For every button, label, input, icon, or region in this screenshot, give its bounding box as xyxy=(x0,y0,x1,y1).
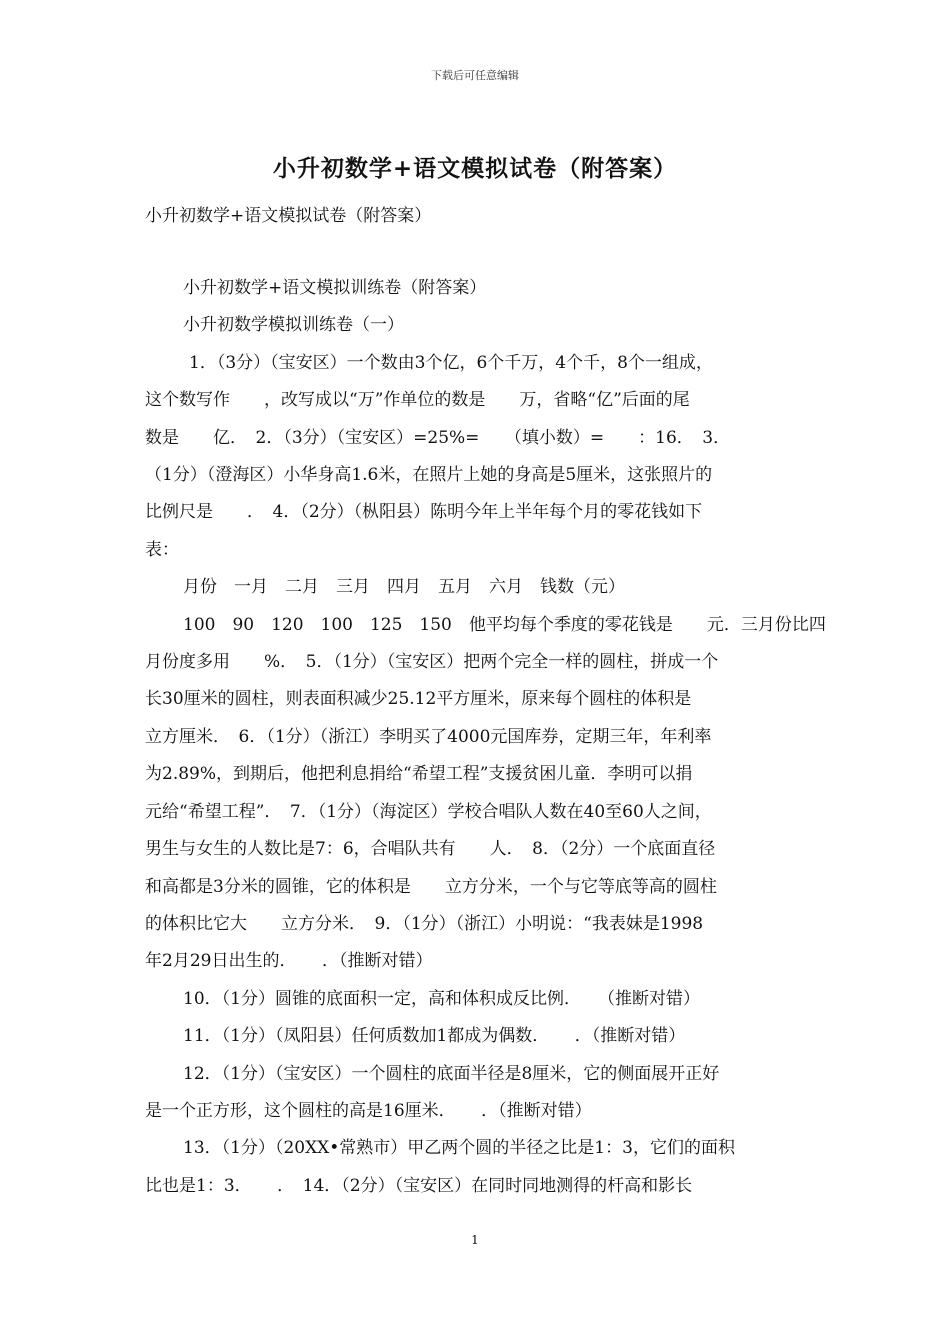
body-line: 10．（1分）圆锥的底面积一定，高和体积成反比例． （推断对错） xyxy=(183,988,700,1009)
body-line: 是一个正方形，这个圆柱的高是16厘米． ．（推断对错） xyxy=(145,1100,592,1121)
body-line: 表： xyxy=(145,539,179,560)
body-line: 男生与女生的人数比是7：6，合唱队共有 人． 8．（2分）一个底面直径 xyxy=(145,839,716,860)
body-line: 和高都是3分米的圆锥，它的体积是 立方分米，一个与它等底等高的圆柱 xyxy=(145,876,717,897)
body-line: 比也是1：3． ． 14．（2分）（宝安区）在同时同地测得的杆高和影长 xyxy=(145,1175,693,1196)
body-line: 月份度多用 %． 5．（1分）（宝安区）把两个完全一样的圆柱，拼成一个 xyxy=(145,652,719,673)
header-note: 下载后可任意编辑 xyxy=(431,69,519,82)
body-line: 100 90 120 100 125 150 他平均每个季度的零花钱是 元．三月份比四 xyxy=(183,614,826,635)
body-line: 比例尺是 ． 4．（2分）（枞阳县）陈明今年上半年每个月的零花钱如下 xyxy=(145,502,703,523)
body-line: 元给“希望工程”． 7．（1分）（海淀区）学校合唱队人数在40至60人之间， xyxy=(145,801,712,822)
document-body xyxy=(145,270,826,1205)
body-line: 立方厘米． 6．（1分）（浙江）李明买了4000元国库券，定期三年，年利率 xyxy=(145,726,712,747)
document-title: 小升初数学+语文模拟试卷（附答案） xyxy=(272,155,678,182)
body-line: 月份 一月 二月 三月 四月 五月 六月 钱数（元） xyxy=(183,577,625,598)
document-subtitle: 小升初数学+语文模拟试卷（附答案） xyxy=(145,206,432,226)
body-line: 1．（3分）（宝安区）一个数由3个亿，6个千万，4个千，8个一组成， xyxy=(189,352,713,373)
page-number: 1 xyxy=(471,1233,479,1247)
body-line: 年2月29日出生的． ．（推断对错） xyxy=(145,951,433,972)
body-line: 长30厘米的圆柱，则表面积减少25.12平方厘米，原来每个圆柱的体积是 xyxy=(145,689,692,710)
body-line: 小升初数学模拟训练卷（一） xyxy=(183,315,404,336)
body-line: 13．（1分）（20XX•常熟市）甲乙两个圆的半径之比是1：3，它们的面积 xyxy=(183,1138,735,1159)
body-line: 的体积比它大 立方分米． 9．（1分）（浙江）小明说：“我表妹是1998 xyxy=(145,913,704,934)
body-line: （1分）（澄海区）小华身高1.6米，在照片上她的身高是5厘米，这张照片的 xyxy=(145,465,713,486)
body-line: 12．（1分）（宝安区）一个圆柱的底面半径是8厘米，它的侧面展开正好 xyxy=(183,1063,720,1084)
body-line: 小升初数学+语文模拟训练卷（附答案） xyxy=(183,278,487,298)
body-line: 这个数写作 ，改写成以“万”作单位的数是 万，省略“亿”后面的尾 xyxy=(145,390,690,411)
body-line: 11．（1分）（凤阳县）任何质数加1都成为偶数． ．（推断对错） xyxy=(183,1026,686,1047)
body-line: 数是 亿． 2．（3分）（宝安区）=25%= （填小数）= ：16． 3． xyxy=(145,427,731,448)
body-line: 为2.89%，到期后，他把利息捐给“希望工程”支援贫困儿童．李明可以捐 xyxy=(145,764,693,785)
